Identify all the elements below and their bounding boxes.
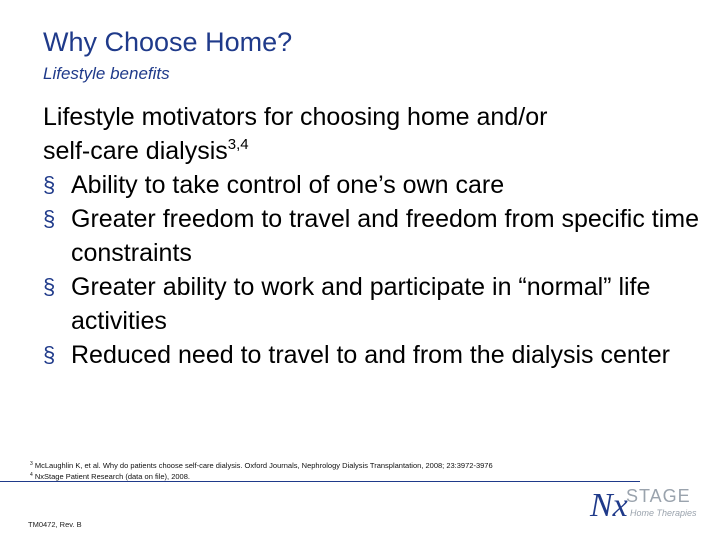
footnote bbox=[30, 460, 493, 471]
logo-initials: Nx bbox=[590, 487, 628, 524]
footnote-text: NxStage Patient Research (data on file), 2008. bbox=[34, 472, 190, 481]
bullet-text: Ability to take control of one’s own care bbox=[71, 171, 505, 199]
logo-brand-text: STAGE bbox=[626, 486, 691, 506]
bullet-item bbox=[43, 270, 703, 338]
bullet-marker-icon: § bbox=[43, 274, 56, 299]
intro-citation: 3,4 bbox=[227, 136, 249, 153]
footnote-text: McLaughlin K, et al. Why do patients choose self-care dialysis. Oxford Journals, Nephrology Dialysis Transplantation, 2008; 23:3972-3976 bbox=[34, 461, 493, 470]
bullet-text: Greater freedom to travel and freedom from specific time constraints bbox=[71, 205, 700, 267]
footer-divider bbox=[0, 481, 640, 482]
footnotes bbox=[30, 460, 493, 482]
slide-subtitle: Lifestyle benefits bbox=[43, 64, 170, 83]
bullet-text: Greater ability to work and participate in “normal” life activities bbox=[71, 273, 651, 335]
bullet-marker-icon: § bbox=[43, 172, 56, 197]
slide-body bbox=[43, 100, 703, 372]
bullet-list bbox=[43, 168, 703, 372]
document-code: TM0472, Rev. B bbox=[28, 520, 82, 529]
bullet-item bbox=[43, 338, 703, 372]
bullet-item bbox=[43, 202, 703, 270]
footnote-number: 3 bbox=[30, 461, 33, 467]
nxstage-logo bbox=[586, 480, 708, 526]
intro-line-1: Lifestyle motivators for choosing home and/or bbox=[43, 103, 548, 131]
bullet-text: Reduced need to travel to and from the dialysis center bbox=[71, 341, 670, 369]
bullet-item bbox=[43, 168, 703, 202]
intro-paragraph bbox=[43, 100, 703, 168]
intro-line-2: self-care dialysis bbox=[43, 137, 228, 165]
bullet-marker-icon: § bbox=[43, 342, 56, 367]
bullet-marker-icon: § bbox=[43, 206, 56, 231]
slide-title: Why Choose Home? bbox=[43, 27, 293, 57]
logo-tagline: Home Therapies bbox=[630, 508, 697, 518]
footnote-number: 4 bbox=[30, 472, 33, 478]
